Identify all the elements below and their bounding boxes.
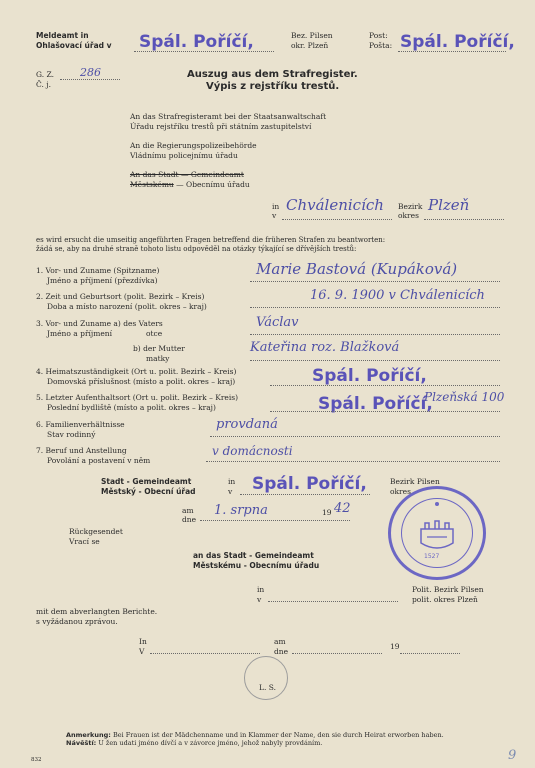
post-stamp: Spál. Poříčí,: [400, 32, 515, 52]
post-cz: Pošta:: [369, 41, 393, 50]
meldeamt-de: Meldeamt in: [36, 31, 89, 40]
addr3-cz: [130, 180, 250, 189]
office-line: [240, 494, 370, 495]
q7-de: 7. Beruf und Anstellung: [36, 446, 127, 455]
bez-cz: okr. Plzeň: [291, 41, 329, 50]
returned-year-line: [400, 653, 460, 654]
returned-dne: dne: [274, 647, 289, 656]
returned-cz: Vrací se: [69, 537, 100, 546]
addr2-cz: Vládnímu policejnímu úřadu: [130, 151, 238, 160]
title-de: Auszug aus dem Strafregister.: [187, 69, 358, 80]
returned-date-line: [292, 653, 382, 654]
q1-cz: Jméno a příjmení (přezdívka): [47, 276, 158, 285]
note-de-label: Anmerkung:: [66, 731, 111, 739]
seal-year: 1527: [424, 553, 440, 560]
addr2-de: An die Regierungspolizeibehörde: [130, 141, 257, 150]
q3-otce: otce: [146, 329, 163, 338]
addr1-de: An das Strafregisteramt bei der Staatsanwaltschaft: [130, 112, 327, 121]
returned-polit-de: Polit. Bezirk Pilsen: [412, 585, 484, 594]
q4-cz: Domovská příslušnost (místo a polit. okres – kraj): [47, 377, 236, 386]
returned-place2-line: [150, 653, 260, 654]
office-dne: dne: [182, 515, 197, 524]
official-seal: [388, 486, 486, 580]
office-de: Stadt - Gemeindeamt: [101, 477, 192, 486]
bezirk-de: Bezirk: [398, 202, 423, 211]
post-de: Post:: [369, 31, 388, 40]
returned-am: am: [274, 637, 286, 646]
q5-hand: Plzeňská 100: [424, 390, 505, 404]
place-hand: Chválenicích: [286, 196, 384, 214]
q3b-de: b) der Mutter: [133, 344, 185, 353]
q3-line: [250, 334, 500, 335]
q3-cz: Jméno a příjmení: [47, 329, 113, 338]
q6-de: 6. Familienverhältnisse: [36, 420, 125, 429]
gz-label: G. Z.: [36, 70, 54, 79]
bezirk-line: [424, 219, 504, 220]
place-v: v: [272, 211, 277, 220]
meldeamt-cz: Ohlašovací úřad v: [36, 41, 112, 50]
request-cz: žádá se, aby na druhé straně tohoto listu odpověděl na otázky týkající se dřívějších trestů:: [36, 245, 357, 253]
returned-in2: In: [139, 637, 147, 646]
meldeamt-stamp: Spál. Poříčí,: [139, 32, 254, 52]
note-cz-text: U žen udati jméno dívčí a v závorce jméno, jehož nabyly provdáním.: [98, 739, 323, 747]
office-date: 1. srpna: [214, 503, 268, 518]
q2-cz: Doba a místo narození (polit. okres – kraj): [47, 302, 207, 311]
addr1-cz: Úřadu rejstříku trestů při státním zastupitelství: [130, 122, 312, 131]
returned-polit-cz: polit. okres Plzeň: [412, 595, 478, 604]
note-de: [66, 731, 444, 739]
q4-line: [270, 385, 500, 386]
q3b-line: [250, 360, 500, 361]
q2-answer: 16. 9. 1900 v Chválenicích: [310, 288, 485, 303]
office-stamp: Spál. Poříčí,: [252, 474, 367, 494]
addr3-de: An das Stadt — Gemeindeamt: [130, 170, 244, 179]
note-de-text: Bei Frauen ist der Mädchenname und in Klammer der Name, den sie durch Heirat erworben haben.: [112, 731, 444, 739]
q2-line: [250, 307, 500, 308]
q5-stamp: Spál. Poříčí,: [318, 394, 433, 414]
q1-answer: Marie Bastová (Kupáková): [256, 260, 458, 278]
note-cz: [66, 739, 322, 747]
post-line: [398, 51, 506, 52]
office-cz: Městský - Obecní úřad: [101, 487, 196, 496]
returned-v: v: [257, 595, 262, 604]
note-cz-label: Návěští:: [66, 739, 97, 747]
ls-circle: [244, 656, 288, 700]
bez-de: Bez. Pilsen: [291, 31, 333, 40]
q6-answer: provdaná: [216, 417, 278, 432]
q5-de: 5. Letzter Aufenthaltsort (Ort u. polit. Bezirk – Kreis): [36, 393, 239, 402]
q3b-cz: matky: [146, 354, 170, 363]
office-year-print: 19: [322, 508, 332, 517]
q2-de: 2. Zeit und Geburtsort (polit. Bezirk – Kreis): [36, 292, 205, 301]
office-date-line: [200, 520, 350, 521]
ls-label: L. S.: [259, 683, 277, 692]
report-cz: s vyžádanou zprávou.: [36, 617, 118, 626]
request-de: es wird ersucht die umseitig angeführten Fragen betreffend die früheren Strafen zu beantworten:: [36, 236, 386, 244]
q3-de: 3. Vor- und Zuname a) des Vaters: [36, 319, 163, 328]
title-cz: Výpis z rejstříku trestů.: [206, 81, 340, 92]
returned-in: in: [257, 585, 265, 594]
cj-label: Č. j.: [36, 80, 51, 89]
bezirk-cz: okres: [398, 211, 419, 220]
returned-to-de: an das Stadt - Gemeindeamt: [193, 551, 314, 560]
returned-v2: V: [139, 647, 145, 656]
office-in: in: [228, 477, 236, 486]
returned-de: Rückgesendet: [69, 527, 123, 536]
q7-line: [206, 461, 500, 462]
q5-line: [270, 411, 500, 412]
returned-year: 19: [390, 642, 400, 651]
ref-line: [60, 79, 120, 80]
q3-answer: Václav: [256, 315, 299, 330]
addr3-cz-rest: — Obecnímu úřadu: [176, 180, 250, 189]
q6-cz: Stav rodinný: [47, 430, 96, 439]
report-de: mit dem abverlangten Berichte.: [36, 607, 158, 616]
addr3-cz-strike: Městskému: [130, 180, 174, 189]
q3b-answer: Kateřina roz. Blažková: [250, 340, 400, 355]
q4-de: 4. Heimatszuständigkeit (Ort u. polit. Bezirk – Kreis): [36, 367, 237, 376]
office-am: am: [182, 506, 194, 515]
meldeamt-line: [134, 51, 274, 52]
place-in: in: [272, 202, 280, 211]
ref-number: 286: [80, 66, 101, 79]
seal-emblem-icon: [391, 489, 483, 577]
office-bezirk-cz: okres: [390, 487, 411, 496]
q1-line: [250, 281, 500, 282]
q6-line: [210, 436, 500, 437]
office-bezirk-de: Bezirk Pilsen: [390, 477, 440, 486]
office-year-hand: 42: [334, 501, 351, 516]
q4-stamp: Spál. Poříčí,: [312, 366, 427, 386]
office-v: v: [228, 487, 233, 496]
q7-cz: Povolání a postavení v něm: [47, 456, 151, 465]
place-line: [282, 219, 392, 220]
q1-de: 1. Vor- und Zuname (Spitzname): [36, 266, 160, 275]
bezirk-hand: Plzeň: [428, 196, 470, 214]
form-number: 832: [31, 757, 42, 763]
page-mark: 9: [508, 748, 517, 763]
q7-answer: v domácnosti: [212, 444, 293, 458]
q5-cz: Poslední bydliště (místo a polit. okres – kraj): [47, 403, 216, 412]
returned-place-line: [268, 601, 398, 602]
returned-to-cz: Městskému - Obecnímu úřadu: [193, 561, 320, 570]
